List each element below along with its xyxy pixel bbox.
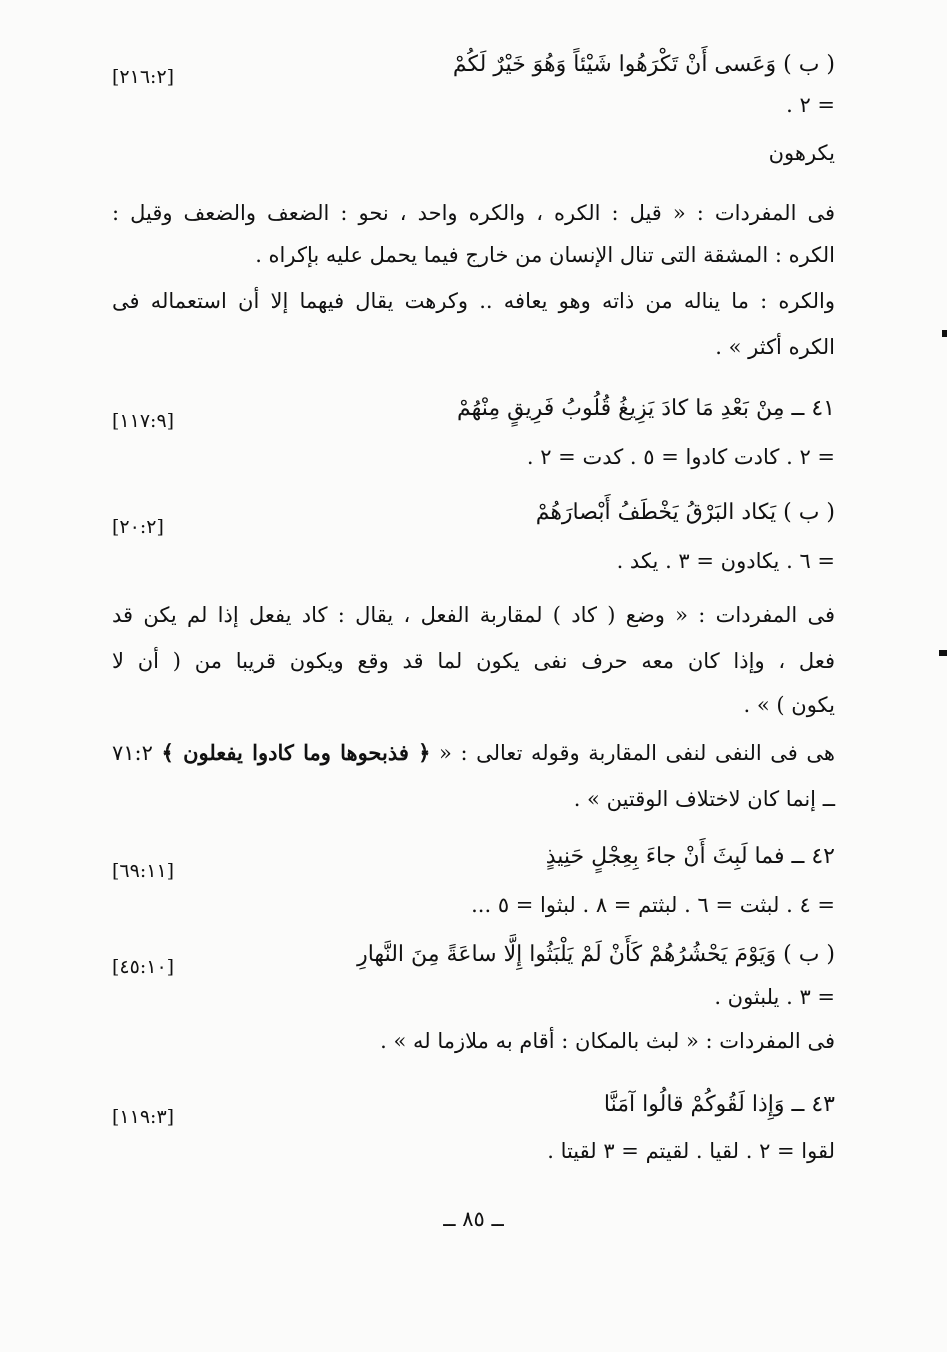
mufradat-line: فى المفردات : « قيل : الكره ، والكره واحد ، نحو : الضعف والضعف وقيل : (112, 201, 835, 225)
mufradat-line: فعل ، وإذا كان معه حرف نفى يكون لما قد وقع ويكون قريبا من ( أن لا (112, 649, 835, 673)
verse-reference: [٦٩:١١] (112, 860, 175, 882)
verse-reference: [٢٠:٢] (112, 516, 164, 538)
verse-line: ( ب ) يَكاد البَرْقُ يَخْطَفُ أَبْصارَهُمْ (535, 500, 835, 525)
mufradat-line: يكون ) » . (743, 693, 835, 717)
verse-line: ٤٢ ــ فما لَبِثَ أَنْ جاءَ بِعِجْلٍ حَنِيذٍ (545, 844, 835, 869)
mufradat-line: الكره أكثر » . (715, 335, 835, 359)
verse-line: ٤١ ــ مِنْ بَعْدِ مَا كادَ يَزِيغُ قُلُوبُ فَرِيقٍ مِنْهُمْ (456, 396, 835, 421)
count-line: = ٤ . لبثت = ٦ . لبثتم = ٨ . لبثوا = ٥ ... (471, 893, 835, 917)
page-number: ــ ٨٥ ــ (443, 1207, 504, 1231)
count-line: = ٦ . يكادون = ٣ . يكد . (616, 549, 835, 573)
quoted-verse: ﴿ فذبحوها وما كادوا يفعلون ﴾ (161, 740, 431, 765)
scan-edge-mark (942, 330, 947, 337)
mufradat-line: ــ إنما كان لاختلاف الوقتين » . (573, 787, 835, 811)
verse-reference: [٢١٦:٢] (112, 66, 175, 88)
mufradat-line: والكره : ما يناله من ذاته وهو يعافه .. وكرهت يقال فيهما إلا أن استعماله فى (112, 289, 835, 313)
mufradat-line: الكره : المشقة التى تنال الإنسان من خارج فيما يحمل عليه بإكراه . (255, 243, 835, 267)
count-line: = ٢ . (786, 93, 835, 117)
count-line: = ٣ . يلبثون . (714, 985, 835, 1009)
verse-line: ( ب ) وَعَسى أَنْ تَكْرَهُوا شَيْئاً وَهُوَ خَيْرٌ لَكُمْ (452, 52, 835, 77)
count-line: = ٢ . كادت كادوا = ٥ . كدت = ٢ . (526, 445, 835, 469)
verse-line: ٤٣ ــ وَإِذا لَقُوكُمْ قالُوا آمَنَّا (603, 1092, 835, 1117)
verse-reference: [١١٧:٩] (112, 410, 175, 432)
verse-reference: [١١٩:٣] (112, 1106, 175, 1128)
mufradat-line: فى المفردات : « وضع ( كاد ) لمقاربة الفعل ، يقال : كاد يفعل إذا لم يكن قد (112, 603, 835, 627)
word-line: يكرهون (768, 141, 835, 165)
mufradat-line: فى المفردات : « لبث بالمكان : أقام به ملازما له » . (380, 1029, 835, 1053)
verse-line: ( ب ) وَيَوْمَ يَحْشُرُهُمْ كَأَنْ لَمْ يَلْبَثُوا إِلَّا ساعَةً مِنَ النَّهارِ (357, 942, 835, 967)
mufradat-line: هى فى النفى لنفى المقاربة وقوله تعالى : « ﴿ فذبحوها وما كادوا يفعلون ﴾ ٧١:٢ (112, 740, 835, 765)
count-line: لقوا = ٢ . لقيا . لقيتم = ٣ لقيتا . (547, 1139, 835, 1163)
scan-edge-mark (939, 650, 947, 656)
verse-reference: [٤٥:١٠] (112, 956, 175, 978)
